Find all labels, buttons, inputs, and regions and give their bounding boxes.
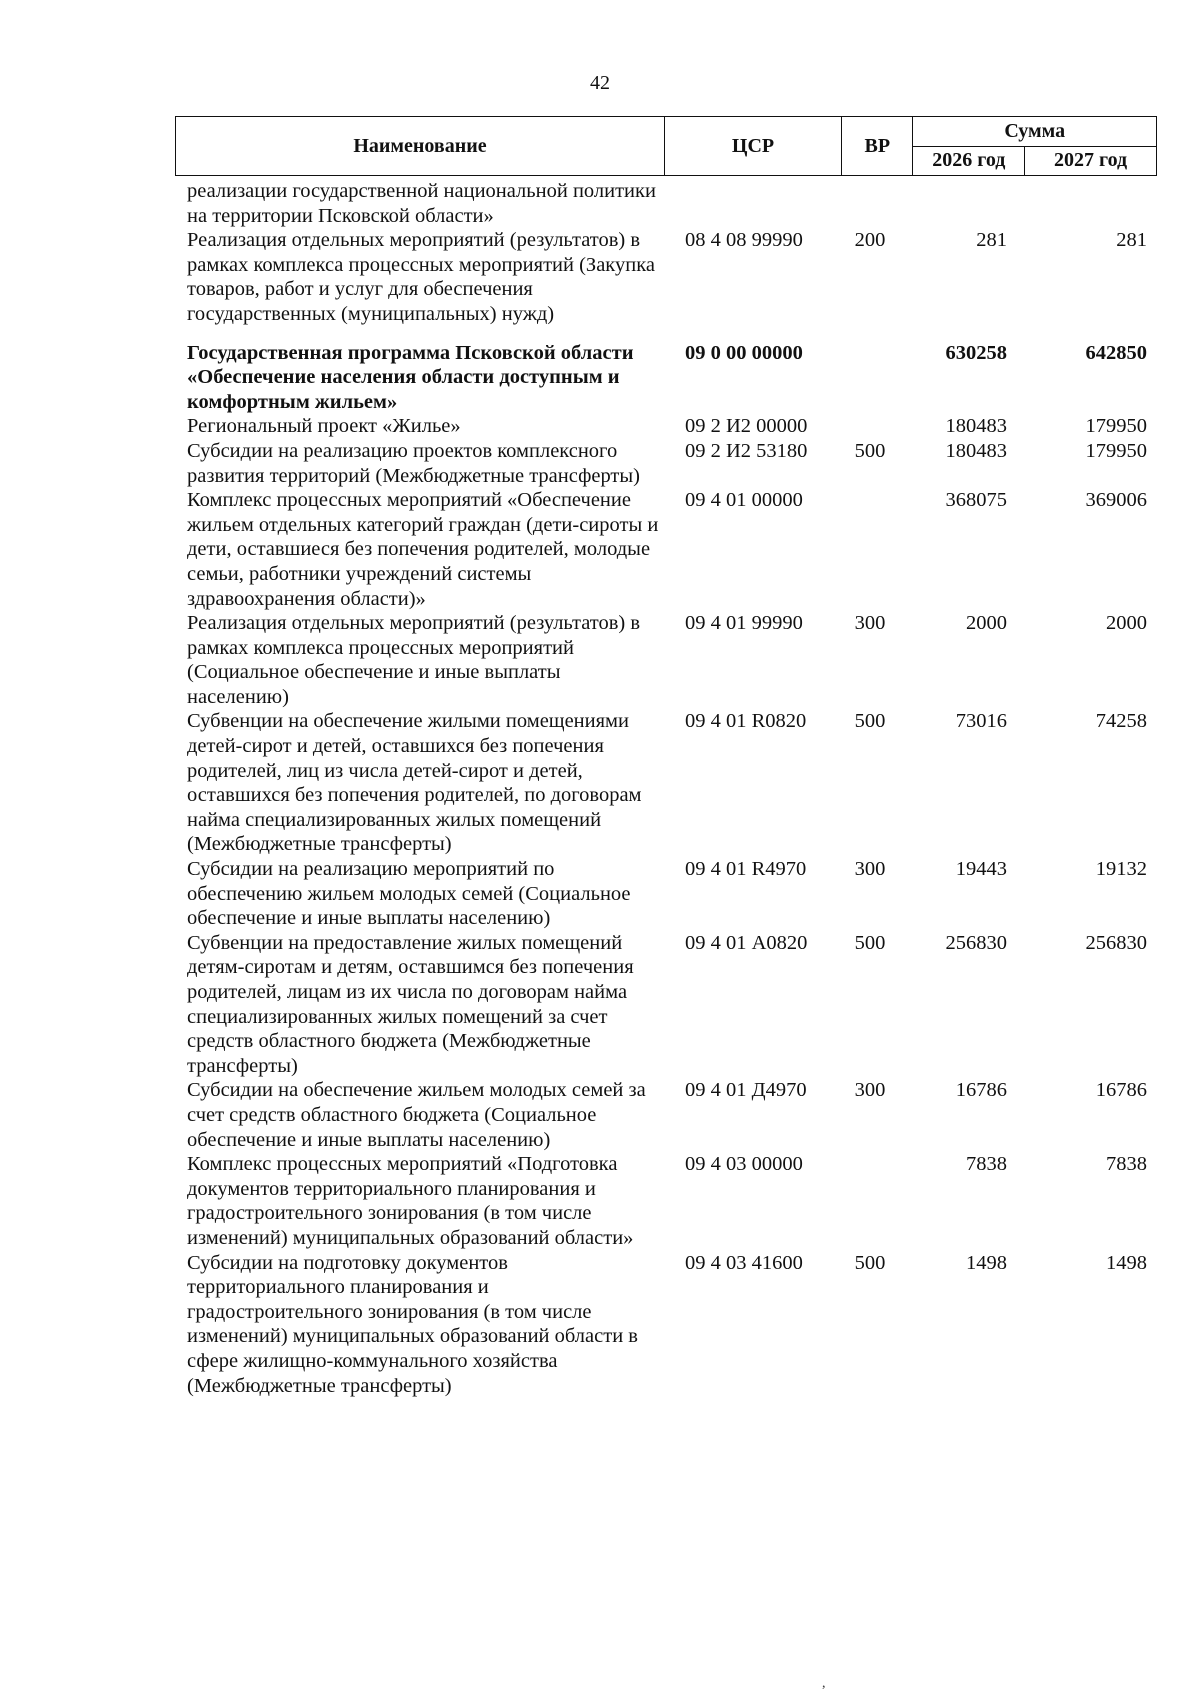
row-csr: 09 4 01 R0820 [685,710,807,733]
row-sum-2026: 16786 [955,1079,1007,1102]
row-csr: 09 4 03 41600 [685,1251,803,1274]
row-sum-2026: 180483 [945,439,1007,462]
row-sum-2026: 7838 [966,1153,1007,1176]
row-name: Комплекс процессных мероприятий «Подготовка документов территориального планирования и градостроительного зонирования (в том числе изменений) муниципальных образований области» [187,1153,634,1249]
row-vr [835,179,905,228]
row-sum-2026: 73016 [955,710,1007,733]
row-vr [835,327,905,415]
row-sum-2026: 256830 [945,931,1007,954]
row-sum-2027: 2000 [1106,612,1147,635]
row-vr: 300 [854,1079,886,1102]
row-name: Комплекс процессных мероприятий «Обеспечение жильем отдельных категорий граждан (дети-сироты и дети, оставшиеся без попечения родителей, молодые семьи, работники учреждений системы здравоохранения области)» [187,489,659,610]
row-name: Субсидии на обеспечение жильем молодых семей за счет средств областного бюджета (Социальное обеспечение и иные выплаты населению) [187,1079,646,1151]
row-name: Реализация отдельных мероприятий (результатов) в рамках комплекса процессных мероприятий (Социальное обеспечение и иные выплаты населению) [187,612,641,708]
table-row [175,439,1157,488]
row-name: реализации государственной национальной политики на территории Псковской области» [187,180,656,227]
row-sum-2027: 19132 [1095,858,1147,881]
table-row [175,414,1157,439]
row-csr: 09 4 01 99990 [685,612,803,635]
row-name: Региональный проект «Жилье» [187,415,461,438]
row-name: Реализация отдельных мероприятий (результатов) в рамках комплекса процессных мероприятий (Закупка товаров, работ и услуг для обеспечения государственных (муниципальных) нужд) [187,229,655,325]
row-csr: 09 0 00 00000 [685,341,803,364]
row-sum-2026: 281 [976,229,1007,252]
table-row [175,488,1157,611]
row-name: Субсидии на реализацию мероприятий по обеспечению жильем молодых семей (Социальное обеспечение и иные выплаты населению) [187,858,631,930]
row-csr: 09 4 01 00000 [685,489,803,512]
row-sum-2026: 368075 [945,489,1007,512]
row-vr [835,414,905,439]
table-row [175,611,1157,709]
page-number: 42 [590,72,610,94]
row-vr [835,488,905,611]
row-sum-2026: 2000 [966,612,1007,635]
row-sum-2026 [905,179,1015,228]
row-vr: 200 [854,229,886,252]
table-row [175,1078,1157,1152]
row-sum-2027: 256830 [1085,931,1147,954]
header-year-2026: 2026 год [913,146,1025,176]
row-sum-2027 [1015,179,1157,228]
scan-mark: , [822,1676,826,1691]
row-vr: 300 [854,612,886,635]
row-sum-2026: 180483 [945,415,1007,438]
table-row [175,1251,1157,1399]
row-csr: 09 2 И2 53180 [685,439,808,462]
row-sum-2027: 74258 [1095,710,1147,733]
row-vr: 300 [854,858,886,881]
row-vr: 500 [854,439,886,462]
table-row [175,931,1157,1079]
row-sum-2027: 16786 [1095,1079,1147,1102]
row-sum-2027: 642850 [1085,341,1147,364]
budget-table [175,179,1157,1398]
table-header [175,116,1157,176]
row-sum-2027: 369006 [1085,489,1147,512]
header-sum: Сумма [913,117,1157,147]
row-sum-2027: 179950 [1085,439,1147,462]
header-vr: ВР [842,117,913,176]
row-name: Государственная программа Псковской области «Обеспечение населения области доступным и комфортным жильем» [187,341,634,413]
row-sum-2027: 1498 [1106,1251,1147,1274]
row-csr: 08 4 08 99990 [685,229,803,252]
row-name: Субвенции на предоставление жилых помещений детям-сиротам и детям, оставшимся без попечения родителей, лицам из их числа по договорам найма специализированных жилых помещений за счет средств областного бюджета (Межбюджетные трансферты) [187,931,634,1077]
table-row [175,857,1157,931]
row-vr: 500 [854,931,886,954]
row-sum-2027: 281 [1116,229,1147,252]
header-name: Наименование [176,117,665,176]
header-year-2027: 2027 год [1025,146,1157,176]
table-row [175,228,1157,326]
row-name: Субсидии на подготовку документов территориального планирования и градостроительного зонирования (в том числе изменений) муниципальных образований области в сфере жилищно-коммунального хозяйства (Межбюджетные трансферты) [187,1251,638,1397]
row-sum-2026: 1498 [966,1251,1007,1274]
row-csr [660,179,835,228]
row-vr: 500 [854,710,886,733]
row-name: Субсидии на реализацию проектов комплексного развития территорий (Межбюджетные трансферты) [187,439,640,487]
row-csr: 09 2 И2 00000 [685,415,808,438]
table-row [175,709,1157,857]
row-csr: 09 4 03 00000 [685,1153,803,1176]
table-row [175,179,1157,228]
row-name: Субвенции на обеспечение жилыми помещениями детей-сирот и детей, оставшихся без попечения родителей, лиц из числа детей-сирот и детей, оставшихся без попечения родителей, по договорам найма специализированных жилых помещений (Межбюджетные трансферты) [187,710,642,856]
row-csr: 09 4 01 R4970 [685,858,807,881]
row-vr: 500 [854,1251,886,1274]
row-sum-2026: 19443 [955,858,1007,881]
row-vr [835,1152,905,1250]
row-csr: 09 4 01 Д4970 [685,1079,807,1102]
row-sum-2027: 179950 [1085,415,1147,438]
table-row [175,327,1157,415]
row-sum-2027: 7838 [1106,1153,1147,1176]
header-csr: ЦСР [664,117,841,176]
row-sum-2026: 630258 [945,341,1007,364]
table-row [175,1152,1157,1250]
row-csr: 09 4 01 А0820 [685,931,808,954]
